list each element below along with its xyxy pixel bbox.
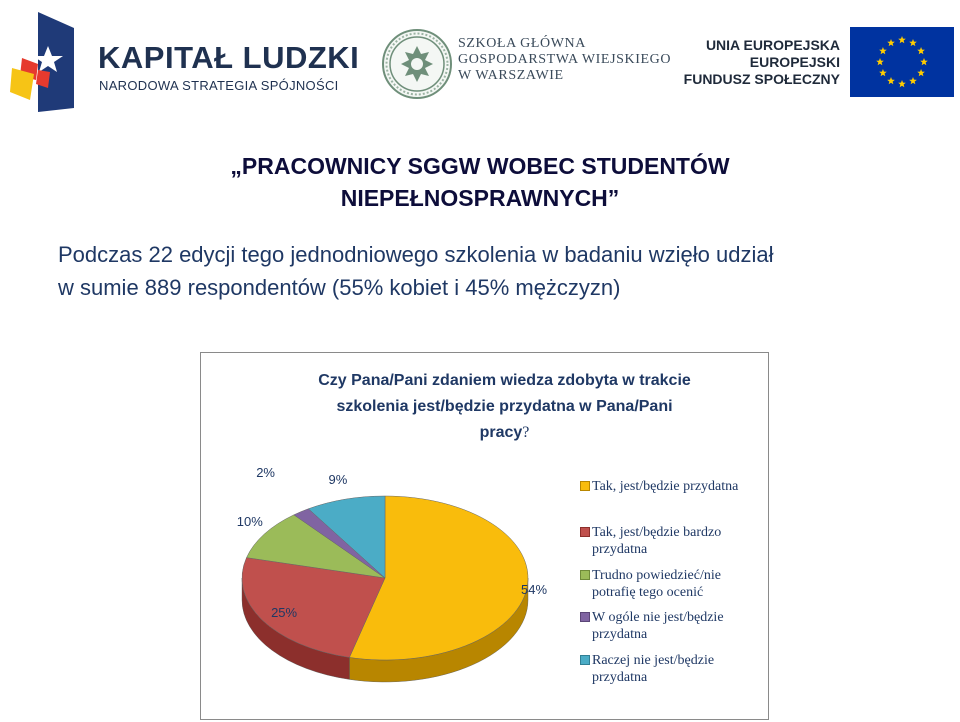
chart-title-line: Czy Pana/Pani zdaniem wiedza zdobyta w trakcie (318, 372, 691, 389)
legend-swatch (580, 655, 590, 665)
pie-value-label: 25% (271, 605, 298, 621)
pie-value-label: 9% (328, 472, 348, 488)
university-name-line: W WARSZAWIE (458, 68, 564, 83)
pie-value-label: 2% (256, 464, 275, 480)
program-title: KAPITAŁ LUDZKI (98, 40, 360, 75)
university-name-line: GOSPODARSTWA WIEJSKIEGO (458, 52, 672, 67)
pie-value-label: 54% (520, 581, 548, 597)
eu-label-line: EUROPEJSKI (749, 54, 840, 70)
eu-label-line: FUNDUSZ SPOŁECZNY (683, 71, 840, 87)
pie-value-label: 10% (236, 513, 263, 529)
legend-label: Tak, jest/będzie bardzo przydatna (592, 525, 722, 557)
page-title-line: NIEPEŁNOSPRAWNYCH” (340, 185, 620, 211)
chart-title-qmark: ? (522, 424, 530, 441)
legend-swatch (580, 481, 590, 491)
page-title-line: „PRACOWNICY SGGW WOBEC STUDENTÓW (230, 153, 730, 179)
legend-label: Trudno powiedzieć/nie potrafię tego ocenić (592, 568, 721, 600)
legend-swatch (580, 612, 590, 622)
university-name-line: SZKOŁA GŁÓWNA (458, 36, 586, 51)
legend-swatch (580, 570, 590, 580)
pie-slices (242, 496, 528, 660)
legend-label: Tak, jest/będzie przydatna (592, 479, 739, 494)
program-subtitle: NARODOWA STRATEGIA SPÓJNOŚCI (99, 78, 339, 93)
legend-label: W ogóle nie jest/będzie przydatna (592, 610, 724, 642)
intro-line: Podczas 22 edycji tego jednodniowego szkolenia w badaniu wzięło udział (58, 242, 774, 267)
eu-label-line: UNIA EUROPEJSKA (705, 37, 840, 53)
legend-label: Raczej nie jest/będzie przydatna (592, 653, 715, 685)
legend-swatch (580, 527, 590, 537)
intro-line: w sumie 889 respondentów (55% kobiet i 45% mężczyzn) (58, 275, 621, 300)
chart-title-line: szkolenia jest/będzie przydatna w Pana/Pani (336, 398, 673, 415)
chart-title-word: pracy (479, 424, 523, 441)
